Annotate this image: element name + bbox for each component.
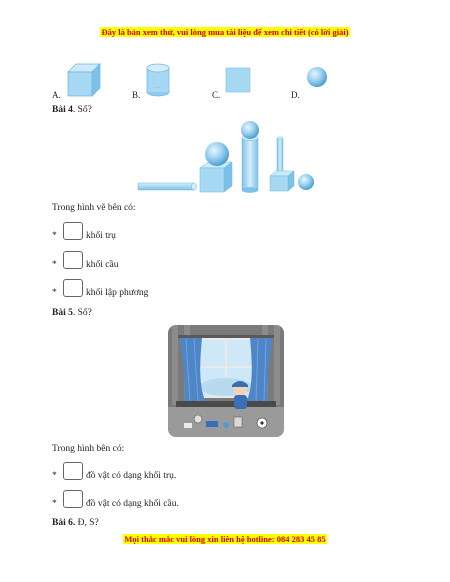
cube-solid (200, 168, 224, 192)
exercise-4-heading (52, 105, 92, 115)
item-label: đồ vật có dạng khối trụ. (86, 471, 177, 481)
bullet-marker: * (52, 231, 57, 241)
big-sphere (205, 142, 229, 166)
box-object (184, 423, 192, 428)
exercise-5-title: Bài 5 (52, 308, 73, 318)
ball-object (194, 415, 202, 423)
small-cube (270, 176, 288, 191)
exercise-6-title: Bài 6. (52, 518, 76, 528)
exercise-5-prompt: . Số? (72, 308, 92, 318)
child-body (234, 395, 247, 409)
exercise-6-heading (52, 518, 99, 528)
hotline-banner (0, 534, 450, 544)
cylinder-icon (144, 62, 174, 98)
exercise-4-caption: Trong hình vẽ bên có: (52, 203, 136, 213)
bullet-marker: * (52, 499, 57, 509)
room-illustration (168, 325, 284, 437)
answer-box[interactable] (63, 279, 83, 297)
lying-cylinder (138, 183, 194, 190)
small-sphere (298, 174, 314, 190)
answer-box[interactable] (63, 490, 83, 508)
preview-notice-banner (0, 27, 450, 37)
preview-notice-text: Đây là bản xem thử, vui lòng mua tài liệu để xem chi tiết (có lời giải) (101, 27, 349, 37)
cube-icon (64, 62, 104, 98)
item-label: đồ vật có dạng khối cầu. (86, 499, 179, 509)
small-ball-object (223, 422, 229, 428)
answer-box[interactable] (63, 222, 83, 240)
exercise-4-prompt: . Số? (72, 105, 92, 115)
sphere-icon (303, 62, 333, 98)
answer-box[interactable] (63, 251, 83, 269)
exercise-6-prompt: Đ, S? (75, 518, 99, 528)
tall-cylinder (242, 138, 258, 190)
hotline-text: Mọi thắc mắc vui lòng xin liên hệ hotline: 084 283 45 85 (124, 534, 326, 544)
answer-box[interactable] (63, 462, 83, 480)
choice-a-letter: A. (52, 90, 61, 100)
item-label: khối trụ (86, 231, 116, 241)
top-sphere (241, 121, 259, 139)
choice-b-letter: B. (132, 90, 141, 100)
exercise-5-caption: Trong hình bên có: (52, 444, 125, 454)
exercise-4-title: Bài 4 (52, 105, 73, 115)
cup-object (234, 417, 242, 427)
bullet-marker: * (52, 260, 57, 270)
item-label: khối lập phương (86, 288, 149, 298)
bullet-marker: * (52, 471, 57, 481)
bullet-marker: * (52, 288, 57, 298)
choice-c-letter: C. (212, 90, 221, 100)
exercise-5-heading (52, 308, 92, 318)
shape-choices (0, 62, 450, 102)
item-label: khối cầu (86, 260, 119, 270)
can-object (206, 421, 218, 427)
choice-d-letter: D. (291, 90, 300, 100)
square-icon (224, 62, 254, 98)
solids-illustration (130, 120, 330, 198)
